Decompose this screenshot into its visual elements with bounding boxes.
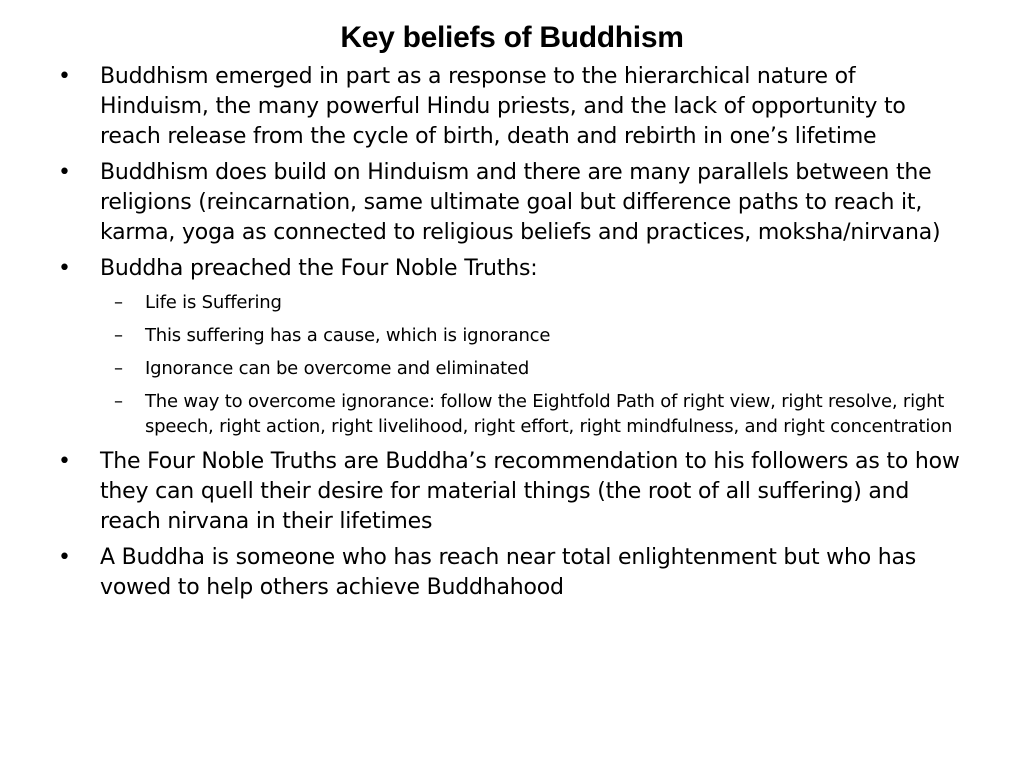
bullet-item [56, 447, 966, 537]
sub-bullet-text: The way to overcome ignorance: follow the Eightfold Path of right view, right resolve, right speech, right action, right livelihood, right effort, right mindfulness, and right concentration [145, 391, 953, 437]
sub-bullet-text: Life is Suffering [145, 292, 282, 313]
sub-bullet-marker: – [114, 358, 123, 379]
sub-bullet-item [56, 389, 966, 439]
bullet-text: Buddha preached the Four Noble Truths: [100, 256, 538, 281]
bullet-item [56, 543, 966, 603]
sub-bullet-marker: – [114, 391, 123, 412]
sub-bullet-item [56, 290, 966, 315]
sub-bullet-marker: – [114, 325, 123, 346]
bullet-text: A Buddha is someone who has reach near total enlightenment but who has vowed to help others achieve Buddhahood [100, 545, 917, 600]
sub-bullet-text: This suffering has a cause, which is ignorance [145, 325, 551, 346]
bullet-list [56, 62, 966, 609]
sub-bullet-item [56, 323, 966, 348]
bullet-item [56, 254, 966, 284]
sub-bullet-item [56, 356, 966, 381]
bullet-text: Buddhism does build on Hinduism and there are many parallels between the religions (reincarnation, same ultimate goal but difference paths to reach it, karma, yoga as connected to religious beliefs and practices, moksha/nirvana) [100, 160, 941, 245]
bullet-item [56, 62, 966, 152]
bullet-marker: • [58, 256, 71, 281]
bullet-text: Buddhism emerged in part as a response to the hierarchical nature of Hinduism, the many powerful Hindu priests, and the lack of opportunity to reach release from the cycle of birth, death and rebirth in one’s lifetime [100, 64, 906, 149]
sub-bullet-list [56, 290, 966, 439]
bullet-marker: • [58, 545, 71, 570]
bullet-item [56, 158, 966, 248]
slide-title: Key beliefs of Buddhism [340, 21, 684, 54]
bullet-marker: • [58, 160, 71, 185]
sub-bullet-marker: – [114, 292, 123, 313]
bullet-marker: • [58, 64, 71, 89]
bullet-marker: • [58, 449, 71, 474]
sub-bullet-text: Ignorance can be overcome and eliminated [145, 358, 530, 379]
bullet-text: The Four Noble Truths are Buddha’s recommendation to his followers as to how they can quell their desire for material things (the root of all suffering) and reach nirvana in their lifetimes [100, 449, 960, 534]
